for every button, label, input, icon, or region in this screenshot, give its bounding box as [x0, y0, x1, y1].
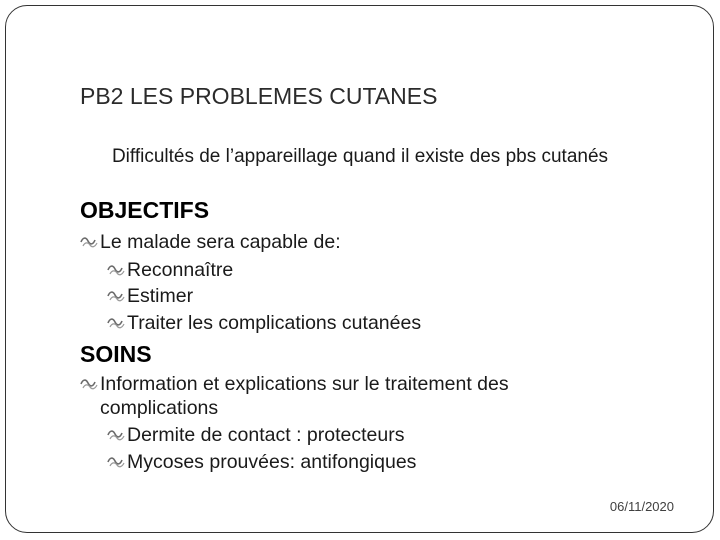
bullet-text: Mycoses prouvées: antifongiques [127, 451, 417, 473]
wave-bullet-icon [107, 428, 127, 442]
bullet-text: Information et explications sur le traitement des complications [100, 373, 509, 419]
bullet-text: Traiter les complications cutanées [127, 312, 422, 334]
wave-bullet-icon [80, 235, 100, 249]
bullet-text: Estimer [127, 285, 194, 307]
wave-bullet-icon [107, 289, 127, 303]
section-heading-soins: SOINS [80, 341, 152, 367]
wave-bullet-icon [107, 455, 127, 469]
sub-bullet-item [107, 450, 416, 474]
sub-bullet-item [107, 423, 404, 447]
slide-subtitle: Difficultés de l’appareillage quand il existe des pbs cutanés [111, 146, 609, 167]
bullet-item [80, 230, 341, 254]
sub-bullet-item [107, 311, 421, 335]
wave-bullet-icon [107, 263, 127, 277]
sub-bullet-item [107, 258, 233, 282]
section-heading-objectifs: OBJECTIFS [80, 197, 210, 223]
bullet-text: Le malade sera capable de: [100, 231, 341, 253]
sub-bullet-item [107, 284, 193, 308]
bullet-text: Dermite de contact : protecteurs [127, 424, 405, 446]
wave-bullet-icon [107, 316, 127, 330]
wave-bullet-icon [80, 377, 100, 391]
slide-date: 06/11/2020 [609, 499, 674, 514]
slide-title: PB2 LES PROBLEMES CUTANES [80, 83, 438, 109]
bullet-item [80, 372, 620, 420]
bullet-text: Reconnaître [127, 259, 234, 281]
